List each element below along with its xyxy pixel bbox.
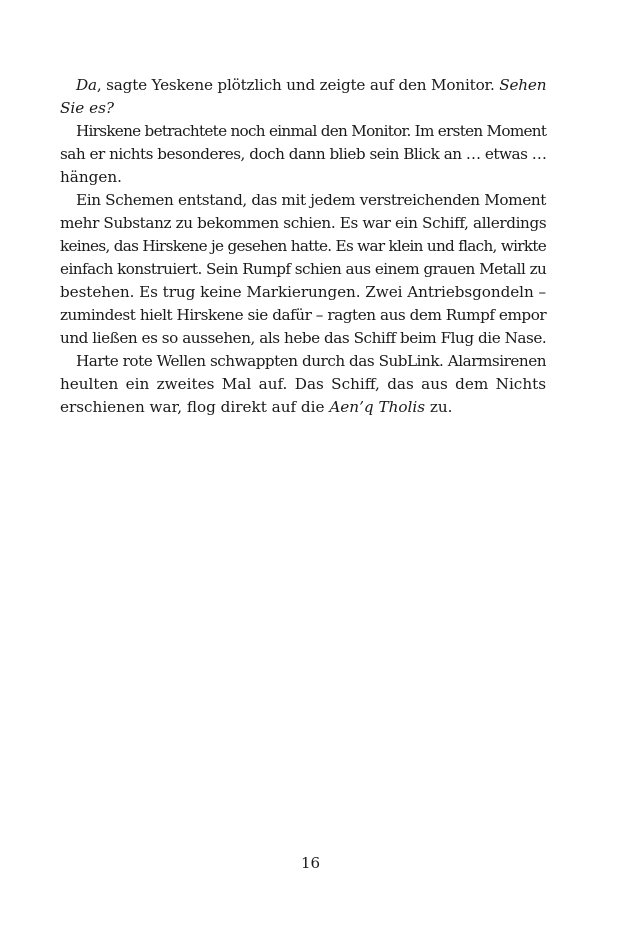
text-line: [60, 373, 546, 396]
paragraph: [60, 120, 546, 189]
text-run: Harte rote Wellen schwappten durch das SubLink. Alarmsirenen: [76, 352, 546, 370]
text-line: [60, 97, 546, 120]
text-run: Ein Schemen entstand, das mit jedem verstreichenden Moment: [76, 191, 546, 209]
body-text: [60, 74, 546, 419]
italic-text: Sie es?: [60, 99, 115, 117]
text-run: einfach konstruiert. Sein Rumpf schien aus einem grauen Metall zu: [60, 260, 547, 278]
text-line: [60, 281, 546, 304]
text-line: [60, 120, 546, 143]
text-run: bestehen. Es trug keine Markierungen. Zwei Antriebsgondeln –: [60, 283, 546, 301]
text-run: zumindest hielt Hirskene sie dafür – ragten aus dem Rumpf empor: [60, 306, 547, 324]
text-run: sah er nichts besonderes, doch dann blieb sein Blick an … etwas …: [60, 145, 547, 163]
text-line: [60, 235, 546, 258]
text-line: [60, 350, 546, 373]
text-run: zu.: [425, 398, 453, 416]
paragraph: [60, 74, 546, 120]
page-number: 16: [300, 854, 321, 872]
text-line: [60, 166, 546, 189]
text-line: [60, 304, 546, 327]
italic-text: Aen’q Tholis: [329, 398, 426, 416]
text-run: erschienen war, flog direkt auf die: [60, 398, 330, 416]
text-line: [60, 258, 546, 281]
italic-text: Da: [76, 76, 97, 94]
text-line: [60, 143, 546, 166]
text-line: [60, 396, 546, 419]
text-run: heulten ein zweites Mal auf. Das Schiff, das aus dem Nichts: [60, 375, 546, 393]
text-run: hängen.: [60, 168, 122, 186]
text-line: [60, 74, 546, 97]
text-run: , sagte Yeskene plötzlich und zeigte auf den Monitor.: [96, 76, 500, 94]
paragraph: [60, 189, 546, 350]
text-run: Hirskene betrachtete noch einmal den Monitor. Im ersten Moment: [76, 122, 547, 140]
italic-text: Sehen: [499, 76, 547, 94]
text-line: [60, 212, 546, 235]
text-line: [60, 327, 546, 350]
text-run: keines, das Hirskene je gesehen hatte. Es war klein und flach, wirkte: [60, 237, 547, 255]
text-line: [60, 189, 546, 212]
paragraph: [60, 350, 546, 419]
text-run: mehr Substanz zu bekommen schien. Es war ein Schiff, allerdings: [60, 214, 547, 232]
text-run: und ließen es so aussehen, als hebe das Schiff beim Flug die Nase.: [60, 329, 547, 347]
